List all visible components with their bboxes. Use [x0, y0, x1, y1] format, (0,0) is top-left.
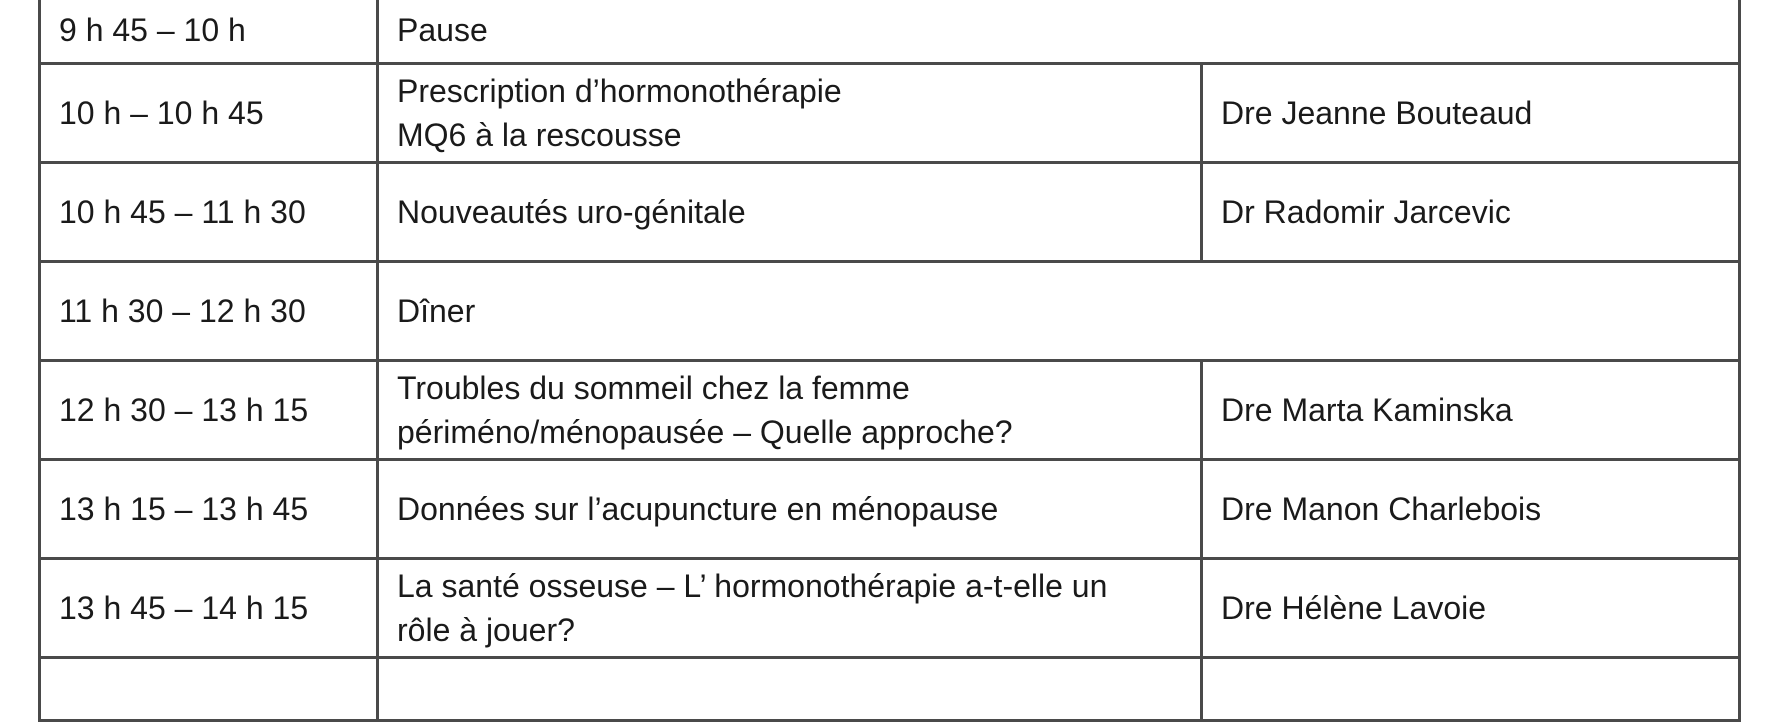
topic-cell [378, 262, 1740, 361]
table-row [40, 361, 1740, 460]
speaker-cell: Dre Hélène Lavoie [1202, 559, 1740, 658]
topic-cell [378, 64, 1202, 163]
table-row [40, 262, 1740, 361]
time-cell: 11 h 30 – 12 h 30 [40, 262, 378, 361]
schedule-table [38, 0, 1741, 722]
topic-cell [378, 460, 1202, 559]
topic-cell [378, 559, 1202, 658]
time-cell: 10 h – 10 h 45 [40, 64, 378, 163]
topic-line: Pause [397, 11, 488, 48]
time-cell [40, 658, 378, 721]
topic-line: rôle à jouer? [397, 612, 575, 648]
speaker-cell [1202, 658, 1740, 721]
speaker-cell: Dr Radomir Jarcevic [1202, 163, 1740, 262]
table-row [40, 0, 1740, 64]
table-row [40, 559, 1740, 658]
table-row [40, 163, 1740, 262]
time-cell: 12 h 30 – 13 h 15 [40, 361, 378, 460]
topic-cell [378, 0, 1740, 64]
speaker-cell: Dre Manon Charlebois [1202, 460, 1740, 559]
topic-line: périméno/ménopausée – Quelle approche? [397, 414, 1013, 450]
time-cell: 9 h 45 – 10 h [40, 0, 378, 64]
topic-line: Prescription d’hormonothérapie [397, 73, 842, 109]
speaker-cell: Dre Marta Kaminska [1202, 361, 1740, 460]
speaker-cell: Dre Jeanne Bouteaud [1202, 64, 1740, 163]
time-cell: 10 h 45 – 11 h 30 [40, 163, 378, 262]
time-cell: 13 h 15 – 13 h 45 [40, 460, 378, 559]
topic-line: Troubles du sommeil chez la femme [397, 370, 910, 406]
topic-line: Dîner [397, 293, 476, 329]
topic-line: MQ6 à la rescousse [397, 117, 682, 153]
time-cell: 13 h 45 – 14 h 15 [40, 559, 378, 658]
topic-line: Nouveautés uro-génitale [397, 194, 746, 230]
table-row [40, 64, 1740, 163]
topic-cell [378, 163, 1202, 262]
topic-cell [378, 361, 1202, 460]
schedule-body [40, 0, 1740, 721]
topic-line: Données sur l’acupuncture en ménopause [397, 491, 999, 527]
table-row [40, 658, 1740, 721]
table-row [40, 460, 1740, 559]
topic-cell [378, 658, 1202, 721]
topic-line: La santé osseuse – L’ hormonothérapie a-t-elle un [397, 568, 1108, 604]
